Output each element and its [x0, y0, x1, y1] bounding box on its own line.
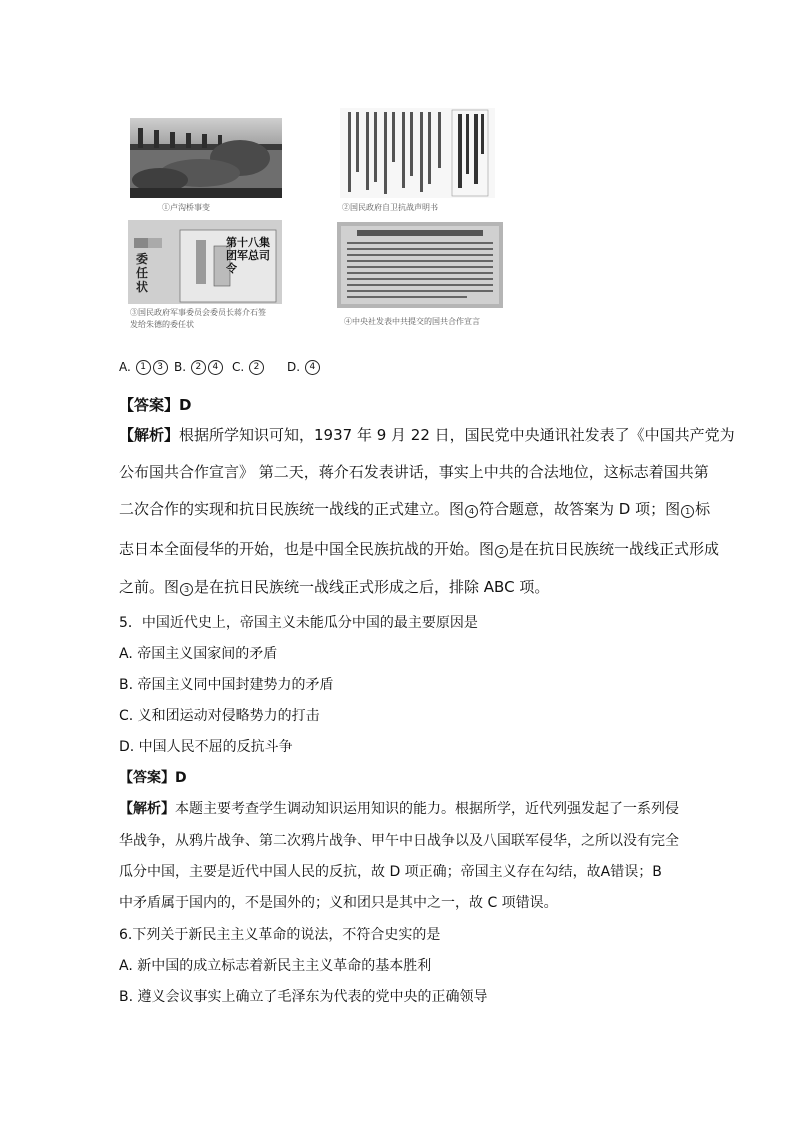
- q5-analysis-line-3: 瓜分中国，主要是近代中国人民的反抗，故 D 项正确；帝国主义存在勾结，故A错误；B: [119, 864, 662, 880]
- q4-analysis-line-5: 之前。图 3 是在抗日民族统一战线正式形成之后，排除 ABC 项。: [119, 578, 550, 596]
- q4-analysis-line-2: 公布国共合作宣言》 第二天，蒋介石发表讲话，事实上中共的合法地位，这标志着国共第: [119, 463, 709, 481]
- circled-number-icon: 1: [681, 505, 694, 518]
- q5-option-b: B. 帝国主义同中国封建势力的矛盾: [119, 677, 334, 693]
- option-letter: B.: [174, 360, 187, 374]
- q5-option-d: D. 中国人民不屈的反抗斗争: [119, 739, 293, 755]
- circled-number-icon: 4: [305, 360, 320, 375]
- q4-analysis-line-1: 【解析】根据所学知识可知，1937 年 9 月 22 日，国民党中央通讯社发表了《中国共产党为: [119, 426, 735, 444]
- q5-analysis-line-4: 中矛盾属于国内的，不是国外的；义和团只是其中之一，故 C 项错误。: [119, 895, 558, 911]
- q4-option-d: [287, 360, 321, 375]
- analysis-label: 【解析】: [119, 801, 175, 817]
- q6-option-a: A. 新中国的成立标志着新民主主义革命的基本胜利: [119, 958, 432, 974]
- newspaper-photo-image: [337, 222, 503, 308]
- analysis-label: 【解析】: [119, 426, 180, 444]
- circled-number-icon: 2: [191, 360, 206, 375]
- figure-3-stamp-label: 委任状: [136, 252, 149, 294]
- circled-number-icon: 3: [180, 583, 193, 596]
- circled-number-icon: 1: [136, 360, 151, 375]
- q5-option-a: A. 帝国主义国家间的矛盾: [119, 646, 278, 662]
- q4-option-b: [174, 360, 224, 375]
- figure-4-caption: ④中央社发表中共提交的国共合作宣言: [344, 317, 480, 326]
- q4-analysis-line-3: 二次合作的实现和抗日民族统一战线的正式建立。图 4 符合题意，故答案为 D 项；图 1 标: [119, 500, 711, 518]
- figure-1-photo: [130, 118, 282, 198]
- figure-2-caption: ②国民政府自卫抗战声明书: [342, 203, 438, 212]
- figure-4-newspaper: [337, 222, 503, 308]
- q6-option-b: B. 遵义会议事实上确立了毛泽东为代表的党中央的正确领导: [119, 989, 488, 1005]
- option-letter: A.: [119, 360, 131, 374]
- figure-3-caption-line2: 发给朱德的委任状: [130, 320, 194, 329]
- figure-3-caption-line1: ③国民政府军事委员会委员长蒋介石签: [130, 308, 266, 317]
- q5-analysis-line-1: 【解析】本题主要考查学生调动知识运用知识的能力。根据所学，近代列强发起了一系列侵: [119, 801, 679, 817]
- circled-number-icon: 4: [208, 360, 223, 375]
- q6-stem: 6.下列关于新民主主义革命的说法，不符合史实的是: [119, 927, 441, 943]
- figure-3-document-text: 第十八集团军总司令: [226, 236, 270, 275]
- vertical-text-document-image: [340, 108, 495, 198]
- circled-number-icon: 2: [249, 360, 264, 375]
- option-letter: D.: [287, 360, 301, 374]
- circled-number-icon: 2: [495, 545, 508, 558]
- bridge-photo-image: [130, 118, 282, 198]
- option-letter: C.: [232, 360, 245, 374]
- q4-option-c: [232, 360, 265, 375]
- q4-answer: 【答案】D: [119, 396, 192, 414]
- q5-option-c: C. 义和团运动对侵略势力的打击: [119, 708, 320, 724]
- figure-2-document: [340, 108, 495, 198]
- q4-option-a: [119, 360, 169, 375]
- circled-number-icon: 4: [465, 505, 478, 518]
- q5-stem: 5．中国近代史上，帝国主义未能瓜分中国的最主要原因是: [119, 615, 478, 631]
- q4-analysis-line-4: 志日本全面侵华的开始，也是中国全民族抗战的开始。图 2 是在抗日民族统一战线正式形成: [119, 540, 720, 558]
- circled-number-icon: 3: [153, 360, 168, 375]
- q5-analysis-line-2: 华战争，从鸦片战争、第二次鸦片战争、甲午中日战争以及八国联军侵华，之所以没有完全: [119, 833, 679, 849]
- figure-1-caption: ①卢沟桥事变: [162, 203, 210, 212]
- q5-answer: 【答案】D: [119, 770, 187, 786]
